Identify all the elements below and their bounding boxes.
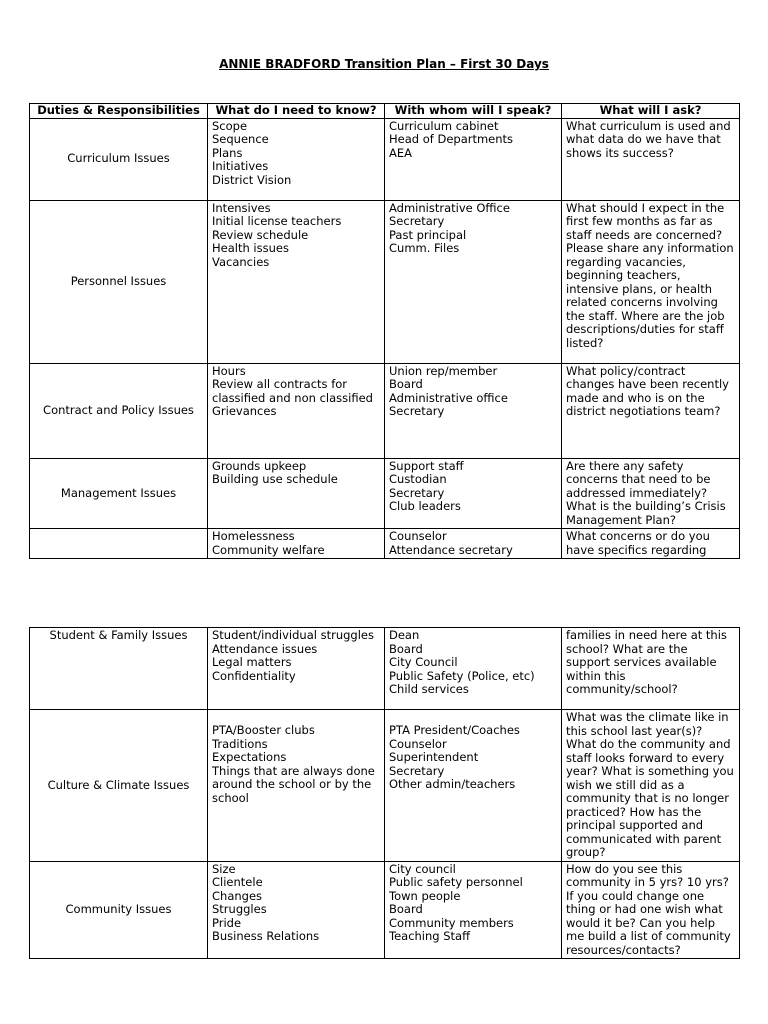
contact-item: Attendance secretary: [389, 542, 513, 557]
contact-item: Public Safety (Police, etc): [389, 668, 535, 683]
document-title: ANNIE BRADFORD Transition Plan – First 30 Days: [219, 57, 549, 71]
speak-with-cell: [385, 458, 562, 529]
table-row: [30, 710, 740, 862]
duty-label: Curriculum Issues: [30, 118, 208, 200]
know-item: Legal matters: [212, 655, 292, 669]
know-item: Initiatives: [212, 159, 269, 173]
know-item: Things that are always done around the school or by the school: [212, 763, 375, 805]
table-row: [30, 861, 740, 959]
need-to-know-cell: [208, 529, 385, 559]
duty-label: Contract and Policy Issues: [30, 363, 208, 458]
contact-item: Head of Departments: [389, 132, 514, 146]
contact-item: Cumm. Files: [389, 241, 460, 255]
contact-item: Board: [389, 377, 423, 391]
contact-item: Administrative office: [389, 390, 508, 405]
contact-item: Support staff: [389, 458, 464, 473]
know-item: Intensives: [212, 200, 271, 215]
duty-label: Community Issues: [30, 861, 208, 959]
duty-label: Personnel Issues: [30, 200, 208, 363]
table-row: [30, 628, 740, 710]
need-to-know-cell: [208, 118, 385, 200]
know-item: Size: [212, 861, 236, 876]
speak-with-cell: [385, 118, 562, 200]
header-duties: Duties & Responsibilities: [30, 104, 208, 119]
need-to-know-cell: [208, 200, 385, 363]
need-to-know-cell: [208, 861, 385, 959]
duty-label: [30, 529, 208, 559]
header-speak-with: With whom will I speak?: [385, 104, 562, 119]
contact-item: Superintendent: [389, 750, 479, 764]
contact-item: Secretary: [389, 763, 445, 778]
know-item: Pride: [212, 915, 242, 930]
speak-with-cell: [385, 529, 562, 559]
know-item: Scope: [212, 118, 248, 133]
transition-plan-table-2: [29, 627, 740, 959]
know-item: Health issues: [212, 241, 289, 255]
question-cell: What concerns or do you have specifics regarding: [562, 529, 740, 559]
table-row: [30, 529, 740, 559]
header-ask: What will I ask?: [562, 104, 740, 119]
know-item: Clientele: [212, 875, 263, 889]
contact-item: Other admin/teachers: [389, 777, 516, 791]
need-to-know-cell: [208, 628, 385, 710]
contact-item: City Council: [389, 655, 458, 669]
question-cell: Are there any safety concerns that need to be addressed immediately? What is the building’s Crisis Management Plan?: [562, 458, 740, 529]
contact-item: Dean: [389, 628, 420, 642]
need-to-know-cell: [208, 458, 385, 529]
contact-item: Counselor: [389, 529, 447, 543]
question-cell: What curriculum is used and what data do we have that shows its success?: [562, 118, 740, 200]
transition-plan-table-1: [29, 103, 740, 559]
contact-item: Community members: [389, 915, 514, 930]
know-item: Traditions: [212, 736, 268, 751]
contact-item: Child services: [389, 682, 469, 696]
contact-item: Secretary: [389, 214, 445, 228]
table-row: [30, 118, 740, 200]
know-item: Review schedule: [212, 227, 309, 242]
contact-item: Curriculum cabinet: [389, 118, 499, 133]
duty-label: Management Issues: [30, 458, 208, 529]
contact-item: Board: [389, 902, 423, 916]
know-item: Student/individual struggles: [212, 628, 374, 642]
speak-with-cell: [385, 628, 562, 710]
know-item: Confidentiality: [212, 668, 296, 683]
know-item: Homelessness: [212, 529, 295, 543]
know-item: Changes: [212, 888, 263, 903]
contact-item: Secretary: [389, 485, 445, 500]
table-row: [30, 200, 740, 363]
question-cell: What should I expect in the first few months as far as staff needs are concerned? Please share any information regarding vacancies, beginning teachers, intensive plans, or health related concerns involving the staff. Where are the job descriptions/duties for staff listed?: [562, 200, 740, 363]
know-item: Building use schedule: [212, 472, 338, 486]
know-item: Business Relations: [212, 929, 320, 943]
know-item: Hours: [212, 363, 246, 378]
speak-with-cell: [385, 710, 562, 862]
know-item: Struggles: [212, 902, 267, 916]
contact-item: Counselor: [389, 736, 447, 751]
question-cell: families in need here at this school? What are the support services available within this community/school?: [562, 628, 740, 710]
know-item: Vacancies: [212, 254, 270, 269]
contact-item: Union rep/member: [389, 363, 498, 378]
contact-item: Administrative Office: [389, 200, 510, 215]
know-item: Plans: [212, 145, 243, 160]
know-item: Sequence: [212, 132, 269, 146]
table-row: [30, 458, 740, 529]
know-item: PTA/Booster clubs: [212, 723, 315, 737]
contact-item: Club leaders: [389, 499, 461, 513]
speak-with-cell: [385, 363, 562, 458]
header-row: [30, 104, 740, 119]
know-item: Attendance issues: [212, 641, 318, 656]
need-to-know-cell: [208, 710, 385, 862]
speak-with-cell: [385, 200, 562, 363]
header-need-to-know: What do I need to know?: [208, 104, 385, 119]
contact-item: Custodian: [389, 472, 447, 486]
know-item: Grounds upkeep: [212, 458, 307, 473]
need-to-know-cell: [208, 363, 385, 458]
know-item: Grievances: [212, 404, 277, 418]
speak-with-cell: [385, 861, 562, 959]
contact-item: PTA President/Coaches: [389, 723, 520, 737]
contact-item: Secretary: [389, 404, 445, 418]
know-item: Review all contracts for classified and non classified: [212, 377, 373, 405]
contact-item: Board: [389, 641, 423, 656]
know-item: Community welfare: [212, 542, 325, 557]
know-item: Expectations: [212, 750, 287, 764]
question-cell: What policy/contract changes have been recently made and who is on the district negotiations team?: [562, 363, 740, 458]
contact-item: Public safety personnel: [389, 875, 523, 889]
contact-item: Past principal: [389, 227, 467, 242]
question-cell: How do you see this community in 5 yrs? 10 yrs? If you could change one thing or had one wish what would it be? Can you help me build a list of community resources/contacts?: [562, 861, 740, 959]
table-row: [30, 363, 740, 458]
know-item: District Vision: [212, 172, 292, 187]
contact-item: City council: [389, 861, 456, 876]
question-cell: What was the climate like in this school last year(s)? What do the community and staff looks forward to every year? What is something you wish we still did as a community that is no longer practiced? How has the principal supported and communicated with parent group?: [562, 710, 740, 862]
contact-item: AEA: [389, 145, 412, 160]
know-item: Initial license teachers: [212, 214, 342, 228]
contact-item: Town people: [389, 888, 461, 903]
contact-item: Teaching Staff: [389, 929, 471, 943]
duty-label: Culture & Climate Issues: [30, 710, 208, 862]
duty-label: Student & Family Issues: [30, 628, 208, 710]
